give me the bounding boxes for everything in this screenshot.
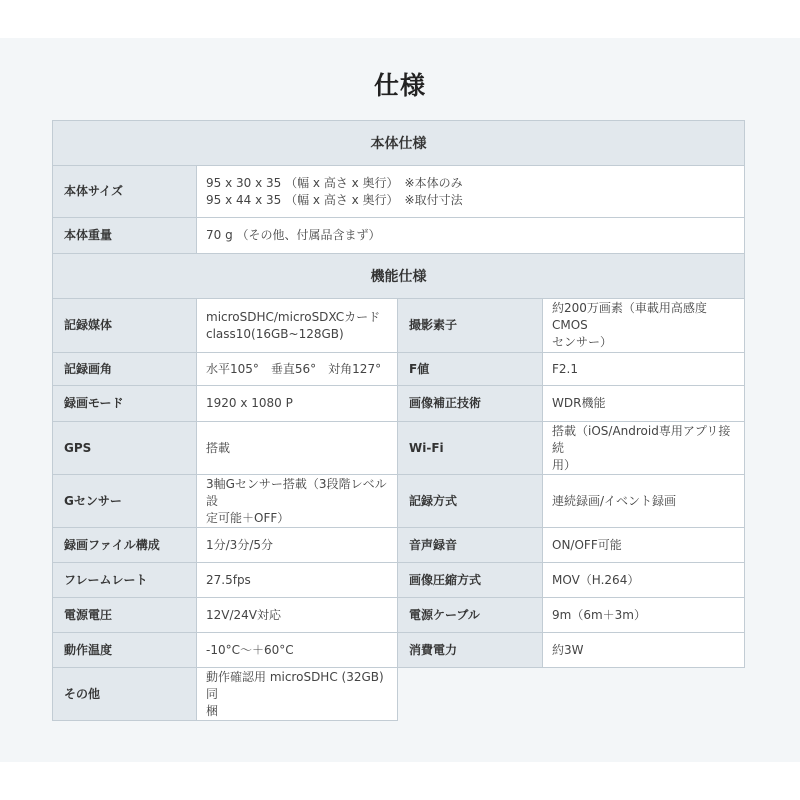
row-label: 録画ファイル構成 (52, 528, 197, 562)
row-label: その他 (52, 668, 197, 721)
row-value (197, 475, 398, 527)
page-title: 仕様 (373, 71, 426, 100)
row-value (543, 299, 745, 352)
section-header-body (52, 120, 745, 166)
row-value: 搭載 (197, 422, 398, 474)
row-label: 本体サイズ (52, 166, 197, 217)
value-line: 用） (552, 457, 577, 472)
row-value: 9m（6m＋3m） (543, 598, 745, 632)
row-value: MOV（H.264） (543, 563, 745, 597)
row-label: Wi-Fi (398, 422, 543, 474)
row-value: 水平105° 垂直56° 対角127° (197, 353, 398, 385)
row-label: 動作温度 (52, 633, 197, 667)
row-label: 音声録音 (398, 528, 543, 562)
table-row (52, 668, 745, 721)
row-value: ON/OFF可能 (543, 528, 745, 562)
row-label: 電源電圧 (52, 598, 197, 632)
table-row (52, 299, 745, 353)
row-value: 1分/3分/5分 (197, 528, 398, 562)
row-label: 電源ケーブル (398, 598, 543, 632)
row-label: 記録方式 (398, 475, 543, 527)
row-label: 消費電力 (398, 633, 543, 667)
row-value: 約3W (543, 633, 745, 667)
row-value (543, 422, 745, 474)
table-row (52, 633, 745, 668)
row-label: 画像補正技術 (398, 386, 543, 421)
value-line: 95 x 44 x 35 （幅 x 高さ x 奥行） ※取付寸法 (206, 192, 463, 207)
row-value (197, 668, 398, 721)
section-header-function (52, 254, 745, 299)
row-label: 記録画角 (52, 353, 197, 385)
table-row (52, 422, 745, 475)
table-row (52, 563, 745, 598)
row-label: 録画モード (52, 386, 197, 421)
value-line: class10(16GB~128GB) (206, 326, 344, 341)
table-row (52, 598, 745, 633)
table-row (52, 353, 745, 386)
value-line: 3軸Gセンサー搭載（3段階レベル設 (206, 476, 387, 508)
row-value: F2.1 (543, 353, 745, 385)
row-value: 1920 x 1080 P (197, 386, 398, 421)
row-value: 27.5fps (197, 563, 398, 597)
row-label: Gセンサー (52, 475, 197, 527)
row-label: F値 (398, 353, 543, 385)
spec-table (52, 120, 745, 721)
value-line: microSDHC/microSDXCカード (206, 309, 381, 324)
row-label: 本体重量 (52, 218, 197, 253)
row-label: 画像圧縮方式 (398, 563, 543, 597)
value-line: 約200万画素（車載用高感度CMOS (552, 301, 707, 332)
table-row (52, 386, 745, 422)
row-value (197, 299, 398, 352)
row-label: 記録媒体 (52, 299, 197, 352)
table-row (52, 166, 745, 218)
row-label: GPS (52, 422, 197, 474)
table-row (52, 475, 745, 528)
row-value (197, 166, 745, 217)
value-line: 定可能＋OFF） (206, 510, 290, 525)
value-line: 搭載（iOS/Android専用アプリ接続 (552, 423, 731, 455)
value-line: 95 x 30 x 35 （幅 x 高さ x 奥行） ※本体のみ (206, 175, 463, 190)
row-label: フレームレート (52, 563, 197, 597)
row-value: 12V/24V対応 (197, 598, 398, 632)
table-row (52, 218, 745, 254)
value-line: センサー） (552, 335, 613, 349)
value-line: 梱 (206, 703, 219, 718)
value-line: 動作確認用 microSDHC (32GB) 同 (206, 669, 384, 701)
row-label: 撮影素子 (398, 299, 543, 352)
row-value: WDR機能 (543, 386, 745, 421)
row-value: 70 g （その他、付属品含まず） (197, 218, 745, 253)
section-title: 機能仕様 (370, 269, 427, 285)
table-row (52, 528, 745, 563)
row-value: 連続録画/イベント録画 (543, 475, 745, 527)
section-title: 本体仕様 (370, 136, 427, 152)
row-value: -10°C～＋60°C (197, 633, 398, 667)
